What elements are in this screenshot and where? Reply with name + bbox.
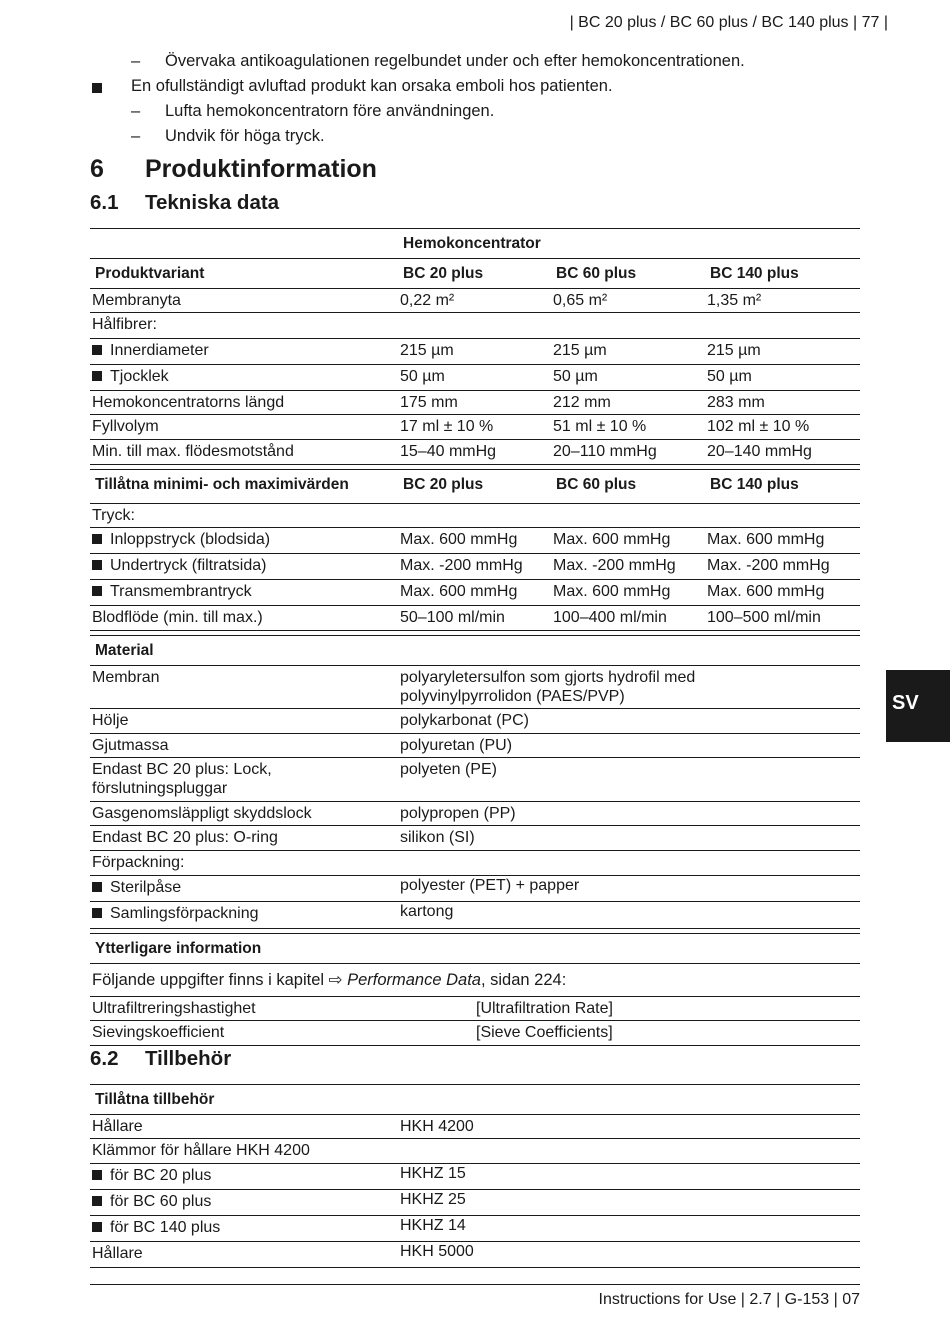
table-row: Hålfibrer: xyxy=(90,313,860,339)
bullet-square-icon xyxy=(92,882,102,892)
bullet-square-icon xyxy=(92,586,102,596)
bullet-square-icon xyxy=(92,1170,102,1180)
table-row: Hölje polykarbonat (PC) xyxy=(90,709,860,734)
table-header-row: Ytterligare information xyxy=(90,933,860,964)
table-row: Samlingsförpackning kartong xyxy=(90,902,860,929)
table-row: Gjutmassa polyuretan (PU) xyxy=(90,734,860,758)
language-tab: SV xyxy=(886,670,950,742)
cross-reference-link[interactable]: Performance Data xyxy=(347,971,481,989)
table-row: för BC 20 plus HKHZ 15 xyxy=(90,1164,860,1190)
technical-data-table xyxy=(90,228,860,1046)
table-row: Inloppstryck (blodsida) Max. 600 mmHg Max. 600 mmHg Max. 600 mmHg xyxy=(90,528,860,554)
bullet-square-icon xyxy=(92,534,102,544)
table-row: Innerdiameter 215 µm 215 µm 215 µm xyxy=(90,339,860,365)
table-note: Följande uppgifter finns i kapitel ⇨ Performance Data, sidan 224: xyxy=(92,971,567,989)
table-row: Endast BC 20 plus: Lock, förslutningspluggar polyeten (PE) xyxy=(90,758,860,802)
bullet-square-icon xyxy=(92,1196,102,1206)
table-row: Tryck: xyxy=(90,504,860,528)
table-row: Hemokoncentratorns längd 175 mm 212 mm 283 mm xyxy=(90,391,860,415)
accessories-table xyxy=(90,1084,860,1268)
table-header-row: Tillåtna minimi- och maximivärden BC 20 plus BC 60 plus BC 140 plus xyxy=(90,469,860,504)
table-row: Sterilpåse polyester (PET) + papper xyxy=(90,876,860,902)
table-row: Förpackning: xyxy=(90,851,860,876)
bullet-square-icon xyxy=(92,345,102,355)
table-row: Ultrafiltreringshastighet [Ultrafiltration Rate] xyxy=(90,996,860,1021)
table-row: Hållare HKH 4200 xyxy=(90,1115,860,1139)
table-row: Undertryck (filtratsida) Max. -200 mmHg Max. -200 mmHg Max. -200 mmHg xyxy=(90,554,860,580)
table-row: Membranyta 0,22 m² 0,65 m² 1,35 m² xyxy=(90,289,860,313)
table-row: Transmembrantryck Max. 600 mmHg Max. 600 mmHg Max. 600 mmHg xyxy=(90,580,860,606)
bullet-square-icon xyxy=(92,1222,102,1232)
footer-rule xyxy=(90,1284,860,1285)
table-group-header: Hemokoncentrator xyxy=(90,228,860,259)
running-header: | BC 20 plus / BC 60 plus / BC 140 plus | 77 | xyxy=(569,14,888,31)
table-row: Fyllvolym 17 ml ± 10 % 51 ml ± 10 % 102 ml ± 10 % xyxy=(90,415,860,440)
running-footer: Instructions for Use | 2.7 | G-153 | 07 xyxy=(598,1291,860,1308)
table-header-row: Material xyxy=(90,635,860,666)
table-row: för BC 60 plus HKHZ 25 xyxy=(90,1190,860,1216)
table-row: Sievingskoefficient [Sieve Coefficients] xyxy=(90,1021,860,1046)
table-row: Klämmor för hållare HKH 4200 xyxy=(90,1139,860,1164)
table-row: för BC 140 plus HKHZ 14 xyxy=(90,1216,860,1242)
table-row: Endast BC 20 plus: O-ring silikon (SI) xyxy=(90,826,860,851)
table-row: Gasgenomsläppligt skyddslock polypropen (PP) xyxy=(90,802,860,826)
table-header-row: Produktvariant BC 20 plus BC 60 plus BC 140 plus xyxy=(90,259,860,289)
table-row: Blodflöde (min. till max.) 50–100 ml/min 100–400 ml/min 100–500 ml/min xyxy=(90,606,860,631)
table-header-row: Tillåtna tillbehör xyxy=(90,1084,860,1115)
table-row: Tjocklek 50 µm 50 µm 50 µm xyxy=(90,365,860,391)
bullet-square-icon xyxy=(92,560,102,570)
bullet-square-icon xyxy=(92,371,102,381)
table-row: Membran polyaryletersulfon som gjorts hydrofil med polyvinylpyrrolidon (PAES/PVP) xyxy=(90,666,860,709)
table-row: Min. till max. flödesmotstånd 15–40 mmHg 20–110 mmHg 20–140 mmHg xyxy=(90,440,860,465)
table-row: Hållare HKH 5000 xyxy=(90,1242,860,1268)
bullet-square-icon xyxy=(92,908,102,918)
bullet-square-icon xyxy=(92,83,102,93)
